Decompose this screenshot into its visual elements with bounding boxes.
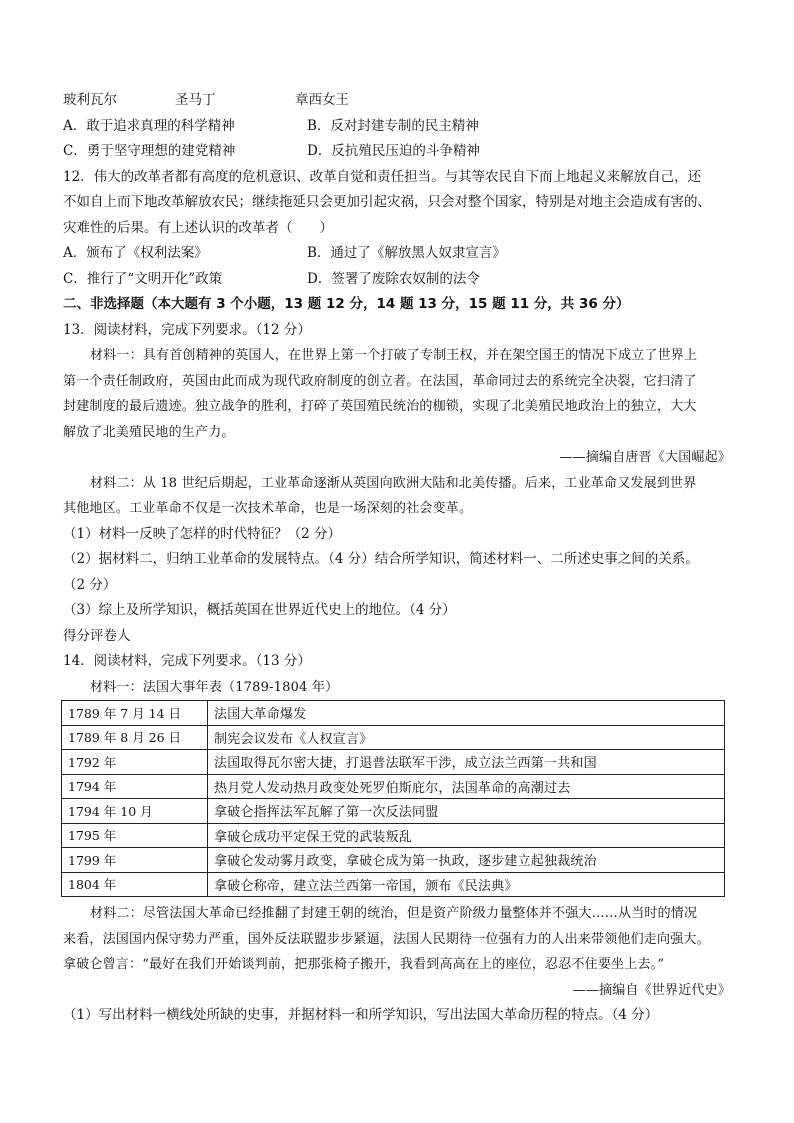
q14-source-2: ——摘编自《世界近代史》 [572,982,731,998]
event-description: 法国取得瓦尔密大捷，打退普法联军干涉，成立法兰西第一共和国 [208,750,725,775]
q13-question-3: （3）综上及所学知识，概括英国在世界近代史上的地位。（4 分） [63,602,456,618]
q11-option-a[interactable]: A．敢于追求真理的科学精神 [63,117,235,134]
q12-options-row-2 [63,267,731,293]
exam-page [63,88,731,1029]
grader-label: 得分评卷人 [63,627,131,644]
q12-options-row-1 [63,241,731,267]
event-date: 1799 年 [62,848,208,873]
event-date: 1804 年 [62,872,208,897]
q13-material1-line-4: 解放了北美殖民地的生产力。 [63,424,235,440]
event-description: 拿破仑成功平定保王党的武装叛乱 [208,823,725,848]
q12-stem-line-2: 不如自上而下地改革解放农民；继续拖延只会更加引起灾祸，只会对整个国家，特别是对地主会造成有害的、 [63,194,711,210]
q13-question-1: （1）材料一反映了怎样的时代特征？（2 分） [63,525,341,542]
q11-option-c[interactable]: C．勇于坚守理想的建党精神 [63,143,236,159]
event-date: 1789 年 8 月 26 日 [62,725,208,750]
q12-option-c[interactable]: C．推行了“文明开化”政策 [63,270,223,287]
event-date: 1792 年 [62,750,208,775]
q14-table-title: 材料一：法国大事年表（1789-1804 年） [90,679,339,695]
event-description: 拿破仑指挥法军瓦解了第一次反法同盟 [208,799,725,824]
q14-material2-line-3: 拿破仑曾言：“最好在我们开始谈判前，把那张椅子搬开，我看到高高在上的座位，忍忍不住要坐上去。” [63,957,665,972]
event-description: 制宪会议发布《人权宣言》 [208,725,725,750]
table-row [62,725,725,750]
q11-options-row-2 [63,139,731,165]
event-description: 热月党人发动热月政变处死罗伯斯庇尔，法国革命的高潮过去 [208,774,725,799]
q11-options-row-1 [63,114,731,140]
table-row [62,799,725,824]
q12-option-a[interactable]: A．颁布了《权利法案》 [63,245,208,261]
q13-material2-line-1: 材料二：从 18 世纪后期起，工业革命逐渐从英国向欧洲大陆和北美传播。后来，工业革命又发展到世界 [90,475,697,491]
event-date: 1789 年 7 月 14 日 [62,701,208,726]
q13-material1-line-3: 封建制度的最后遗迹。独立战争的胜利，打碎了英国殖民统治的枷锁，实现了北美殖民地政治上的独立，大大 [63,399,697,414]
event-date: 1794 年 [62,774,208,799]
event-date: 1794 年 10 月 [62,799,208,824]
event-description: 拿破仑称帝，建立法兰西第一帝国，颁布《民法典》 [208,872,725,897]
section-2-heading: 二、非选择题（本大题有 3 个小题，13 题 12 分，14 题 13 分，15 题 11 分，共 36 分） [63,296,630,312]
name-san-martin: 圣马丁 [175,92,216,108]
q12-stem-line-1: 12．伟大的改革者都有高度的危机意识、改革自觉和责任担当。与其等农民自下而上地起义来解放自己，还 [63,168,702,185]
event-date: 1795 年 [62,823,208,848]
france-events-table [61,700,725,897]
name-bolivar: 玻利瓦尔 [63,92,117,108]
event-description: 拿破仑发动雾月政变，拿破仑成为第一执政，逐步建立起独裁统治 [208,848,725,873]
name-rani-jhansi: 章西女王 [295,92,349,108]
table-row [62,872,725,897]
table-row [62,774,725,799]
q12-option-d[interactable]: D．签署了废除农奴制的法令 [307,270,480,287]
q14-material2-line-1: 材料二：尽管法国大革命已经推翻了封建王朝的统治，但是资产阶级力量整体并不强大……从当时的情况 [90,906,698,921]
table-row [62,848,725,873]
q11-option-d[interactable]: D．反抗殖民压迫的斗争精神 [307,143,480,159]
q13-material1-line-2: 第一个责任制政府，英国由此而成为现代政府制度的创立者。在法国，革命同过去的系统完全决裂，它扫清了 [63,373,697,389]
table-row [62,750,725,775]
q13-question-2-cont: （2 分） [63,576,117,593]
q12-option-b[interactable]: B．通过了《解放黑人奴隶宣言》 [307,245,506,261]
q13-question-2: （2）据材料二，归纳工业革命的发展特点。（4 分）结合所学知识，简述材料一、二所述史事之间的关系。 [63,551,699,567]
q12-stem-line-3: 灾难性的后果。有上述认识的改革者（ ） [63,219,333,236]
table-row [62,823,725,848]
q13-title: 13．阅读材料，完成下列要求。（12 分） [63,321,311,338]
event-description: 法国大革命爆发 [208,701,725,726]
q14-material2-line-2: 来看，法国国内保守势力严重，国外反法联盟步步紧逼，法国人民期待一位强有力的人出来带领他们走向强大。 [63,931,710,947]
q14-title: 14．阅读材料，完成下列要求。（13 分） [63,653,311,669]
table-row [62,701,725,726]
q11-option-b[interactable]: B．反对封建专制的民主精神 [307,117,479,134]
q14-question-1: （1）写出材料一横线处所缺的史事，并据材料一和所学知识，写出法国大革命历程的特点。（4 分） [63,1007,659,1023]
q11-names [63,88,731,114]
q13-material2-line-2: 其他地区。工业革命不仅是一次技术革命，也是一场深刻的社会变革。 [63,501,473,516]
q13-material1-line-1: 材料一：具有首创精神的英国人，在世界上第一个打破了专制王权，并在架空国王的情况下成立了世界上 [90,348,698,363]
q13-source-1: ——摘编自唐晋《大国崛起》 [559,450,731,465]
